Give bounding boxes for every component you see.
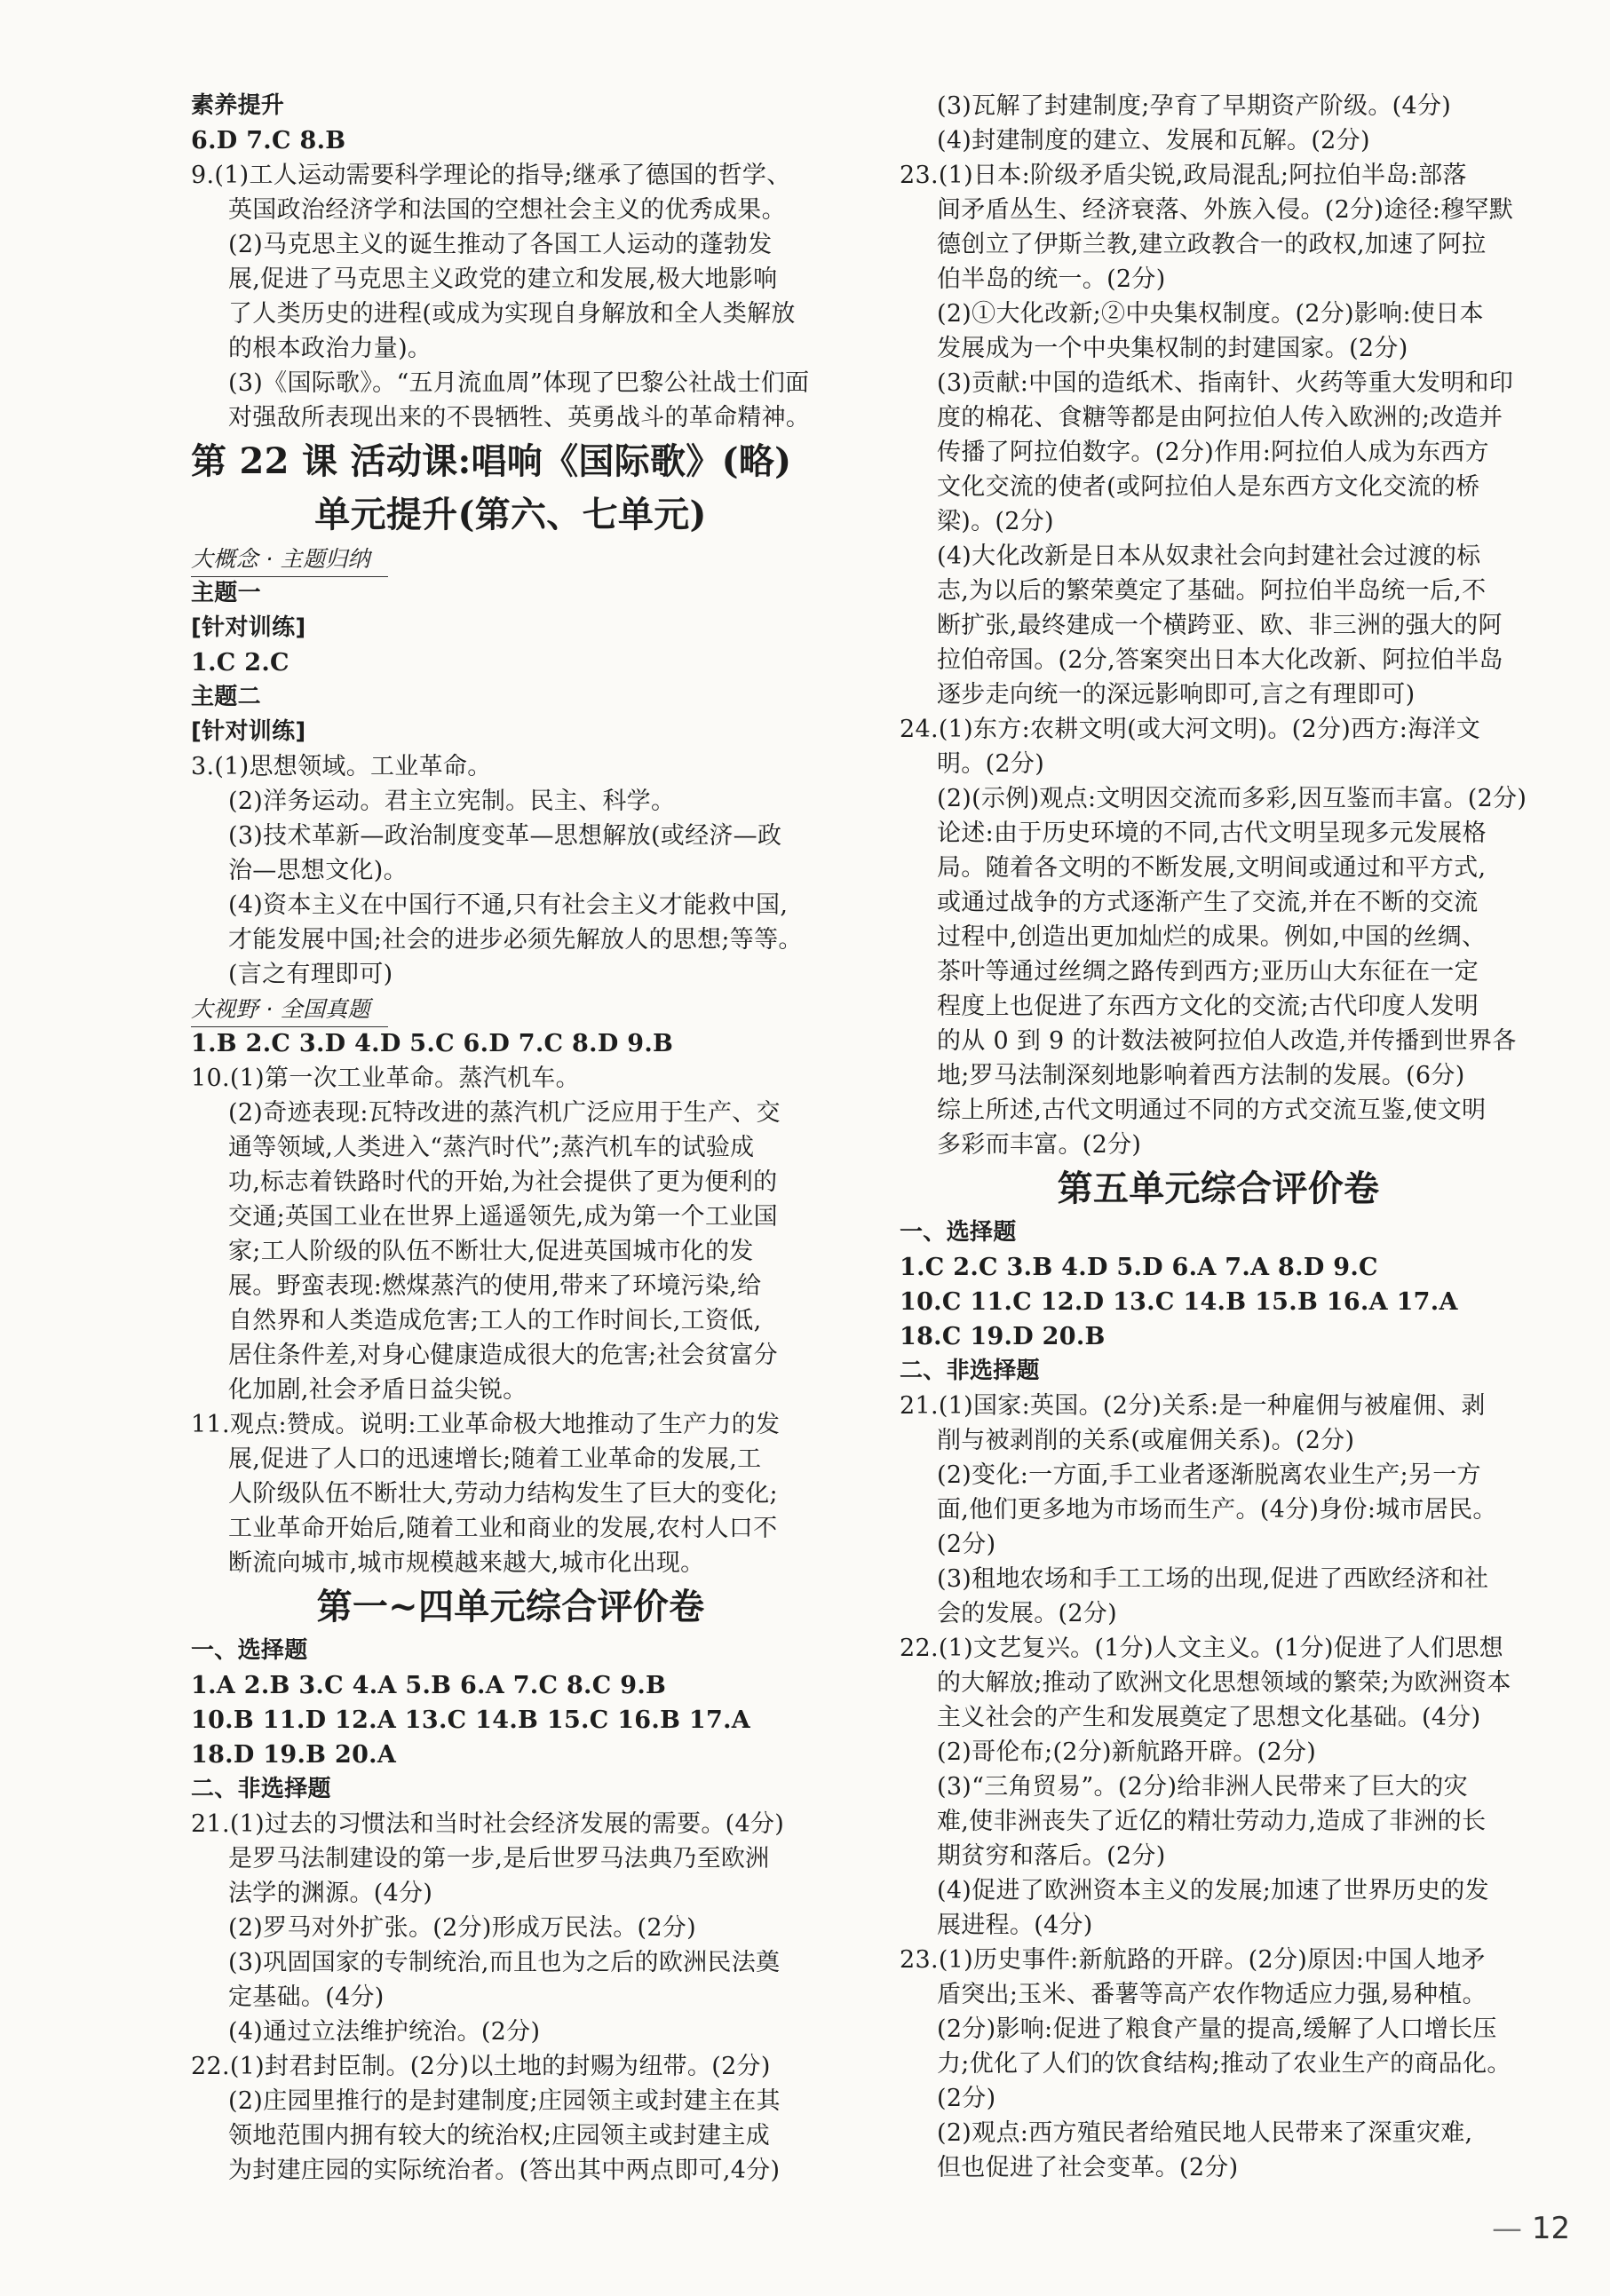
left-column-line: 断流向城市,城市规模越来越大,城市化出现。 xyxy=(228,1549,705,1577)
section-subheading-row xyxy=(191,992,830,1026)
right-column-line: 志,为以后的繁荣奠定了基础。阿拉伯半岛统一后,不 xyxy=(937,577,1487,605)
right-column-line: (2)变化:一方面,手工业者逐渐脱离农业生产;另一方 xyxy=(937,1461,1481,1489)
left-column-line: 治—思想文化)。 xyxy=(228,857,408,884)
left-column-line: 是罗马法制建设的第一步,是后世罗马法典乃至欧洲 xyxy=(228,1845,770,1872)
left-column-line: (3)《国际歌》。“五月流血周”体现了巴黎公社战士们面 xyxy=(228,369,810,397)
right-column-line: (2)哥伦布;(2分)新航路开辟。(2分) xyxy=(937,1738,1317,1766)
right-column-line: (2分) xyxy=(937,1531,996,1558)
right-column-line: 局。随着各文明的不断发展,文明间或通过和平方式, xyxy=(937,854,1487,882)
right-column-line: (2分) xyxy=(937,2085,996,2112)
left-column-line: 1.C 2.C xyxy=(191,649,289,677)
right-column-line: (2)①大化改新;②中央集权制度。(2分)影响:使日本 xyxy=(937,300,1484,328)
left-column-line: (言之有理即可) xyxy=(228,961,393,988)
left-column-line: 了人类历史的进程(或成为实现自身解放和全人类解放 xyxy=(228,300,796,328)
right-column-line: 力;优化了人们的饮食结构;推动了农业生产的商品化。 xyxy=(937,2050,1511,2078)
right-column-line: 度的棉花、食糖等都是由阿拉伯人传入欧洲的;改造并 xyxy=(937,404,1503,431)
right-column-line: (3)瓦解了封建制度;孕育了早期资产阶级。(4分) xyxy=(937,92,1452,120)
right-column-line: 第五单元综合评价卷 xyxy=(1057,1168,1380,1209)
left-column-line: (2)罗马对外扩张。(2分)形成万民法。(2分) xyxy=(228,1914,696,1942)
left-column-line: 展,促进了马克思主义政党的建立和发展,极大地影响 xyxy=(228,265,778,293)
left-column-line: 为封建庄园的实际统治者。(答出其中两点即可,4分) xyxy=(228,2157,781,2184)
right-column-line: 23.(1)日本:阶级矛盾尖锐,政局混乱;阿拉伯半岛:部落 xyxy=(900,162,1467,189)
right-column-line: 10.C 11.C 12.D 13.C 14.B 15.B 16.A 17.A xyxy=(900,1288,1458,1316)
left-column-line: 大视野 · 全国真题 xyxy=(191,992,388,1027)
right-column-line: 主义社会的产生和发展奠定了思想文化基础。(4分) xyxy=(937,1704,1481,1731)
right-column-line: 程度上也促进了东西方文化的交流;古代印度人发明 xyxy=(937,993,1479,1020)
right-column-line: 21.(1)国家:英国。(2分)关系:是一种雇佣与被雇佣、剥 xyxy=(900,1392,1486,1420)
right-column-line: 德创立了伊斯兰教,建立政教合一的政权,加速了阿拉 xyxy=(937,231,1487,258)
right-column-line: (4)封建制度的建立、发展和瓦解。(2分) xyxy=(937,127,1370,154)
right-column-line: (3)“三角贸易”。(2分)给非洲人民带来了巨大的灾 xyxy=(937,1773,1468,1801)
left-column-line: 大概念 · 主题归纳 xyxy=(191,542,388,577)
right-column-line: (3)贡献:中国的造纸术、指南针、火药等重大发明和印 xyxy=(937,369,1514,397)
left-column-line: [针对训练] xyxy=(191,718,306,745)
right-column-line: 会的发展。(2分) xyxy=(937,1600,1117,1627)
left-column-line: 定基础。(4分) xyxy=(228,1983,385,2011)
right-column-line: (3)租地农场和手工工场的出现,促进了西欧经济和社 xyxy=(937,1565,1489,1593)
right-column-line: 1.C 2.C 3.B 4.D 5.D 6.A 7.A 8.D 9.C xyxy=(900,1254,1378,1281)
left-column-line: 化加剧,社会矛盾日益尖锐。 xyxy=(228,1376,527,1404)
left-column-line: 素养提升 xyxy=(191,92,285,119)
right-column-line: 多彩而丰富。(2分) xyxy=(937,1131,1142,1159)
left-column-line: 21.(1)过去的习惯法和当时社会经济发展的需要。(4分) xyxy=(191,1810,785,1838)
right-column-line: 18.C 19.D 20.B xyxy=(900,1323,1106,1350)
left-column-line: 二、非选择题 xyxy=(191,1776,331,1802)
left-column-line: 10.(1)第一次工业革命。蒸汽机车。 xyxy=(191,1065,580,1092)
right-column-line: 过程中,创造出更加灿烂的成果。例如,中国的丝绸、 xyxy=(937,923,1487,951)
right-column-line: 茶叶等通过丝绸之路传到西方;亚历山大东征在一定 xyxy=(937,958,1479,986)
right-column-line: 地;罗马法制深刻地影响着西方法制的发展。(6分) xyxy=(937,1062,1465,1089)
left-column-line: [针对训练] xyxy=(191,614,306,641)
right-column-line: 论述:由于历史环境的不同,古代文明呈现多元发展格 xyxy=(937,819,1487,847)
right-column-line: 综上所述,古代文明通过不同的方式交流互鉴,使文明 xyxy=(937,1097,1487,1124)
right-column-line: (2)(示例)观点:文明因交流而多彩,因互鉴而丰富。(2分) xyxy=(937,785,1527,812)
page-number: — 12 xyxy=(1492,2211,1570,2246)
left-column xyxy=(191,89,830,2188)
left-column-line: 法学的渊源。(4分) xyxy=(228,1880,433,1907)
left-column-line: 主题一 xyxy=(191,580,261,606)
left-column-line: 人阶级队伍不断壮大,劳动力结构发生了巨大的变化; xyxy=(228,1480,778,1508)
left-column-line: 对强敌所表现出来的不畏牺牲、英勇战斗的革命精神。 xyxy=(228,404,811,431)
left-column-line: 9.(1)工人运动需要科学理论的指导;继承了德国的哲学、 xyxy=(191,162,791,189)
left-column-line: 11.观点:赞成。说明:工业革命极大地推动了生产力的发 xyxy=(191,1411,781,1438)
section-subheading-row xyxy=(191,542,830,576)
left-column-line: 功,标志着铁路时代的开始,为社会提供了更为便利的 xyxy=(228,1168,778,1196)
right-column-line: 一、选择题 xyxy=(900,1219,1017,1246)
left-column-line: 10.B 11.D 12.A 13.C 14.B 15.C 16.B 17.A xyxy=(191,1706,751,1734)
right-column-line: 明。(2分) xyxy=(937,750,1045,778)
left-column-line: 英国政治经济学和法国的空想社会主义的优秀成果。 xyxy=(228,196,786,224)
left-column-line: 第 22 课 活动课:唱响《国际歌》(略) xyxy=(191,440,792,482)
right-column-line: 伯半岛的统一。(2分) xyxy=(937,265,1166,293)
right-column-line: 的大解放;推动了欧洲文化思想领域的繁荣;为欧洲资本 xyxy=(937,1669,1511,1697)
right-column-line: 削与被剥削的关系(或雇佣关系)。(2分) xyxy=(937,1427,1355,1454)
right-column-line: 的从 0 到 9 的计数法被阿拉伯人改造,并传播到世界各 xyxy=(937,1027,1517,1055)
right-column-line: 文化交流的使者(或阿拉伯人是东西方文化交流的桥 xyxy=(937,473,1480,501)
left-column-line: 一、选择题 xyxy=(191,1637,308,1664)
left-column-line: 交通;英国工业在世界上遥遥领先,成为第一个工业国 xyxy=(228,1203,778,1231)
right-column-line: 传播了阿拉伯数字。(2分)作用:阿拉伯人成为东西方 xyxy=(937,439,1489,466)
left-column-line: 才能发展中国;社会的进步必须先解放人的思想;等等。 xyxy=(228,926,803,954)
left-column-line: 展。野蛮表现:燃煤蒸汽的使用,带来了环境污染,给 xyxy=(228,1272,762,1300)
right-column-line: 梁)。(2分) xyxy=(937,508,1054,535)
left-column-line: 22.(1)封君封臣制。(2分)以土地的封赐为纽带。(2分) xyxy=(191,2053,771,2080)
right-column-line: (2分)影响:促进了粮食产量的提高,缓解了人口增长压 xyxy=(937,2015,1497,2043)
left-column-line: (2)洋务运动。君主立宪制。民主、科学。 xyxy=(228,788,676,815)
right-column-line: 间矛盾丛生、经济衰落、外族入侵。(2分)途径:穆罕默 xyxy=(937,196,1514,224)
right-column-line: 23.(1)历史事件:新航路的开辟。(2分)原因:中国人地矛 xyxy=(900,1946,1486,1974)
right-column-line: 难,使非洲丧失了近亿的精壮劳动力,造成了非洲的长 xyxy=(937,1808,1487,1835)
left-column-line: 领地范围内拥有较大的统治权;庄园领主或封建主成 xyxy=(228,2122,770,2150)
right-column-line: 24.(1)东方:农耕文明(或大河文明)。(2分)西方:海洋文 xyxy=(900,716,1480,743)
left-column-line: 工业革命开始后,随着工业和商业的发展,农村人口不 xyxy=(228,1515,778,1542)
right-column-line: 或通过战争的方式逐渐产生了交流,并在不断的交流 xyxy=(937,889,1479,916)
right-column-line: (4)大化改新是日本从奴隶社会向封建社会过渡的标 xyxy=(937,542,1481,570)
right-column-line: 断扩张,最终建成一个横跨亚、欧、非三洲的强大的阿 xyxy=(937,612,1503,639)
left-column-line: 展,促进了人口的迅速增长;随着工业革命的发展,工 xyxy=(228,1445,762,1473)
right-column-line: 二、非选择题 xyxy=(900,1358,1040,1384)
left-column-line: (4)资本主义在中国行不通,只有社会主义才能救中国, xyxy=(228,891,789,919)
left-column-line: 通等领域,人类进入“蒸汽时代”;蒸汽机车的试验成 xyxy=(228,1134,755,1161)
right-column-line: 面,他们更多地为市场而生产。(4分)身份:城市居民。 xyxy=(937,1496,1497,1524)
left-column-line: 6.D 7.C 8.B xyxy=(191,127,346,154)
right-column-line: 拉伯帝国。(2分,答案突出日本大化改新、阿拉伯半岛 xyxy=(937,646,1503,674)
left-column-line: 家;工人阶级的队伍不断壮大,促进英国城市化的发 xyxy=(228,1238,754,1265)
right-column-line: (2)观点:西方殖民者给殖民地人民带来了深重灾难, xyxy=(937,2119,1473,2147)
left-column-line: 单元提升(第六、七单元) xyxy=(314,494,707,535)
right-column-line: (4)促进了欧洲资本主义的发展;加速了世界历史的发 xyxy=(937,1877,1489,1904)
right-column-line: 期贫穷和落后。(2分) xyxy=(937,1842,1166,1870)
left-column-line: 3.(1)思想领域。工业革命。 xyxy=(191,753,492,780)
right-column-line: 22.(1)文艺复兴。(1分)人文主义。(1分)促进了人们思想 xyxy=(900,1635,1503,1662)
right-column-line: 但也促进了社会变革。(2分) xyxy=(937,2154,1239,2181)
right-column-line: 展进程。(4分) xyxy=(937,1912,1093,1939)
left-column-line: 1.A 2.B 3.C 4.A 5.B 6.A 7.C 8.C 9.B xyxy=(191,1672,667,1699)
right-column xyxy=(900,89,1537,2185)
left-column-line: 自然界和人类造成危害;工人的工作时间长,工资低, xyxy=(228,1307,762,1334)
left-column-line: 主题二 xyxy=(191,684,261,710)
left-column-line: (2)马克思主义的诞生推动了各国工人运动的蓬勃发 xyxy=(228,231,773,258)
left-column-line: 第一~四单元综合评价卷 xyxy=(316,1586,705,1627)
left-column-line: 18.D 19.B 20.A xyxy=(191,1741,397,1769)
left-column-line: 1.B 2.C 3.D 4.D 5.C 6.D 7.C 8.D 9.B xyxy=(191,1030,674,1057)
left-column-line: (4)通过立法维护统治。(2分) xyxy=(228,2018,541,2046)
right-column-line: 盾突出;玉米、番薯等高产农作物适应力强,易种植。 xyxy=(937,1981,1487,2008)
left-column-line: (3)技术革新—政治制度变革—思想解放(或经济—政 xyxy=(228,822,782,850)
right-column-line: 发展成为一个中央集权制的封建国家。(2分) xyxy=(937,335,1408,362)
left-column-line: (3)巩固国家的专制统治,而且也为之后的欧洲民法奠 xyxy=(228,1949,781,1976)
left-column-line: (2)庄园里推行的是封建制度;庄园领主或封建主在其 xyxy=(228,2087,781,2115)
left-column-line: 的根本政治力量)。 xyxy=(228,335,432,362)
right-column-line: 逐步走向统一的深远影响即可,言之有理即可) xyxy=(937,681,1416,709)
left-column-line: 居住条件差,对身心健康造成很大的危害;社会贫富分 xyxy=(228,1342,778,1369)
left-column-line: (2)奇迹表现:瓦特改进的蒸汽机广泛应用于生产、交 xyxy=(228,1099,781,1127)
